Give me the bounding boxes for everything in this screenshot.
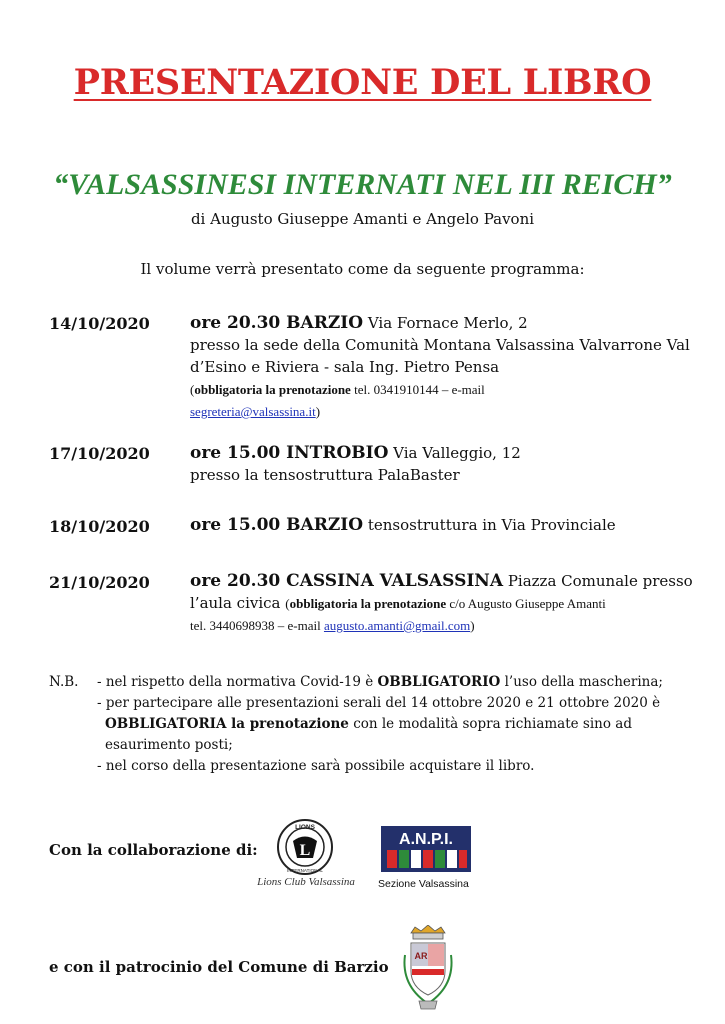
program-intro: Il volume verrà presentato come da seguente programma: bbox=[140, 260, 585, 278]
anpi-caption: Sezione Valsassina bbox=[378, 878, 469, 890]
svg-text:AR: AR bbox=[414, 951, 428, 961]
event-time-place: ore 15.00 BARZIO bbox=[190, 515, 364, 535]
event-details bbox=[190, 570, 700, 636]
nb-label: N.B. bbox=[49, 674, 79, 690]
event-venue: presso la tensostruttura PalaBaster bbox=[190, 466, 460, 484]
nb-line: esaurimento posti; bbox=[105, 737, 233, 753]
email-link[interactable]: segreteria@valsassina.it bbox=[190, 404, 316, 419]
svg-text:A.N.P.I.: A.N.P.I. bbox=[399, 831, 453, 848]
nb-line: - nel rispetto della normativa Covid-19 è OBBLIGATORIO l’uso della mascherina; bbox=[97, 674, 663, 690]
collaboration-label: Con la collaborazione di: bbox=[49, 841, 258, 859]
svg-text:INTERNATIONAL: INTERNATIONAL bbox=[287, 868, 323, 873]
nb-notes bbox=[97, 672, 697, 777]
anpi-logo bbox=[381, 826, 471, 872]
lions-caption: Lions Club Valsassina bbox=[257, 876, 355, 888]
event-booking-note: (obbligatoria la prenotazione tel. 0341910144 – e-mail segreteria@valsassina.it) bbox=[190, 382, 485, 419]
event-date: 14/10/2020 bbox=[49, 314, 150, 333]
event-booking-note: (obbligatoria la prenotazione c/o Augusto Giuseppe Amanti tel. 3440698938 – e-mail augusto.amanti@gmail.com) bbox=[190, 596, 606, 633]
event-address: Via Fornace Merlo, 2 bbox=[367, 314, 528, 332]
barzio-crest-icon bbox=[397, 925, 459, 1011]
nb-line: OBBLIGATORIA la prenotazione con le modalità sopra richiamate sino ad bbox=[105, 716, 632, 732]
event-venue: l’aula civica bbox=[190, 594, 281, 612]
event-details bbox=[190, 312, 700, 422]
event-time-place: ore 15.00 INTROBIO bbox=[190, 443, 389, 463]
nb-line: - nel corso della presentazione sarà possibile acquistare il libro. bbox=[97, 758, 535, 774]
authors-line: di Augusto Giuseppe Amanti e Angelo Pavoni bbox=[190, 210, 535, 228]
event-date: 17/10/2020 bbox=[49, 444, 150, 463]
event-time-place: ore 20.30 CASSINA VALSASSINA bbox=[190, 571, 504, 591]
lions-club-logo bbox=[276, 818, 334, 876]
event-date: 18/10/2020 bbox=[49, 517, 150, 536]
page-title: PRESENTAZIONE DEL LIBRO bbox=[73, 62, 652, 103]
event-address: tensostruttura in Via Provinciale bbox=[367, 516, 616, 534]
event-address: Via Valleggio, 12 bbox=[393, 444, 521, 462]
event-date: 21/10/2020 bbox=[49, 573, 150, 592]
event-time-place: ore 20.30 BARZIO bbox=[190, 313, 364, 333]
event-details bbox=[190, 442, 700, 486]
svg-text:LIONS: LIONS bbox=[295, 824, 315, 831]
email-link[interactable]: augusto.amanti@gmail.com bbox=[323, 618, 471, 633]
svg-text:L: L bbox=[299, 842, 311, 859]
nb-line: - per partecipare alle presentazioni serali del 14 ottobre 2020 e 21 ottobre 2020 è bbox=[97, 695, 661, 711]
event-address: Piazza Comunale presso bbox=[507, 572, 693, 590]
event-venue: presso la sede della Comunità Montana Valsassina Valvarrone Val d’Esino e Riviera - sala Ing. Pietro Pensa bbox=[190, 336, 690, 376]
book-title: “VALSASSINESI INTERNATI NEL III REICH” bbox=[53, 168, 672, 201]
patronage-label: e con il patrocinio del Comune di Barzio bbox=[49, 958, 389, 976]
event-details bbox=[190, 514, 700, 536]
